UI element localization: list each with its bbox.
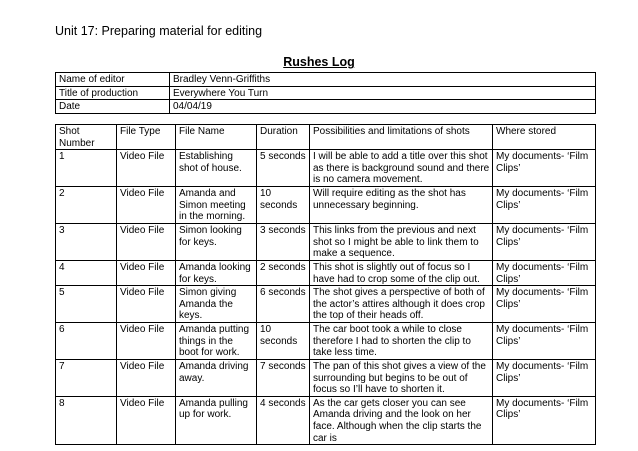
file-name-cell: Amanda driving away. (176, 359, 257, 396)
info-value: 04/04/19 (170, 100, 596, 114)
shot-number-cell: 6 (56, 322, 117, 359)
duration-cell: 10 seconds (257, 186, 310, 223)
duration-cell: 5 seconds (257, 150, 310, 187)
shot-number-cell: 5 (56, 286, 117, 323)
duration-cell: 4 seconds (257, 396, 310, 444)
file-type-cell: Video File (117, 322, 176, 359)
info-row (56, 86, 596, 100)
stored-cell: My documents- ‘Film Clips’ (493, 396, 596, 444)
table-row (56, 396, 596, 444)
column-header: Duration (257, 125, 310, 150)
shot-number-cell: 7 (56, 359, 117, 396)
file-name-cell: Amanda and Simon meeting in the morning. (176, 186, 257, 223)
info-value: Bradley Venn-Griffiths (170, 73, 596, 87)
table-row (56, 223, 596, 260)
table-header-row (56, 125, 596, 150)
table-row (56, 322, 596, 359)
table-row (56, 359, 596, 396)
info-row (56, 100, 596, 114)
column-header: File Name (176, 125, 257, 150)
production-info-table (55, 72, 596, 114)
duration-cell: 6 seconds (257, 286, 310, 323)
notes-cell: This links from the previous and next shot so I might be able to link them to make a sequence. (310, 223, 493, 260)
file-type-cell: Video File (117, 260, 176, 285)
info-label: Name of editor (56, 73, 170, 87)
shot-number-cell: 2 (56, 186, 117, 223)
file-type-cell: Video File (117, 359, 176, 396)
stored-cell: My documents- ‘Film Clips’ (493, 150, 596, 187)
document-header: Unit 17: Preparing material for editing (55, 24, 263, 38)
file-type-cell: Video File (117, 286, 176, 323)
duration-cell: 7 seconds (257, 359, 310, 396)
notes-cell: As the car gets closer you can see Amanda driving and the look on her face. Although when the clip starts the car is (310, 396, 493, 444)
table-row (56, 286, 596, 323)
shot-number-cell: 1 (56, 150, 117, 187)
file-name-cell: Amanda pulling up for work. (176, 396, 257, 444)
notes-cell: The shot gives a perspective of both of the actor’s attires although it does crop the top of their heads off. (310, 286, 493, 323)
file-type-cell: Video File (117, 186, 176, 223)
file-type-cell: Video File (117, 150, 176, 187)
duration-cell: 10 seconds (257, 322, 310, 359)
page-title: Rushes Log (283, 55, 355, 69)
shot-number-cell: 3 (56, 223, 117, 260)
column-header: Where stored (493, 125, 596, 150)
info-row (56, 73, 596, 87)
file-name-cell: Amanda putting things in the boot for work. (176, 322, 257, 359)
column-header: Possibilities and limitations of shots (310, 125, 493, 150)
file-name-cell: Amanda looking for keys. (176, 260, 257, 285)
notes-cell: I will be able to add a title over this shot as there is background sound and there is no camera movement. (310, 150, 493, 187)
column-header: Shot Number (56, 125, 117, 150)
table-row (56, 186, 596, 223)
stored-cell: My documents- ‘Film Clips’ (493, 286, 596, 323)
stored-cell: My documents- ‘Film Clips’ (493, 322, 596, 359)
rushes-log-table (55, 124, 596, 445)
shot-number-cell: 8 (56, 396, 117, 444)
file-name-cell: Simon giving Amanda the keys. (176, 286, 257, 323)
column-header: File Type (117, 125, 176, 150)
file-type-cell: Video File (117, 396, 176, 444)
notes-cell: The car boot took a while to close therefore I had to shorten the clip to take less time. (310, 322, 493, 359)
table-row (56, 260, 596, 285)
info-label: Date (56, 100, 170, 114)
stored-cell: My documents- ‘Film Clips’ (493, 186, 596, 223)
info-value: Everywhere You Turn (170, 86, 596, 100)
duration-cell: 2 seconds (257, 260, 310, 285)
notes-cell: The pan of this shot gives a view of the surrounding but begins to be out of focus so I’ll have to shorten it. (310, 359, 493, 396)
info-label: Title of production (56, 86, 170, 100)
notes-cell: This shot is slightly out of focus so I have had to crop some of the clip out. (310, 260, 493, 285)
file-name-cell: Establishing shot of house. (176, 150, 257, 187)
shot-number-cell: 4 (56, 260, 117, 285)
file-name-cell: Simon looking for keys. (176, 223, 257, 260)
notes-cell: Will require editing as the shot has unnecessary beginning. (310, 186, 493, 223)
stored-cell: My documents- ‘Film Clips’ (493, 223, 596, 260)
stored-cell: My documents- ‘Film Clips’ (493, 260, 596, 285)
table-row (56, 150, 596, 187)
file-type-cell: Video File (117, 223, 176, 260)
duration-cell: 3 seconds (257, 223, 310, 260)
stored-cell: My documents- ‘Film Clips’ (493, 359, 596, 396)
